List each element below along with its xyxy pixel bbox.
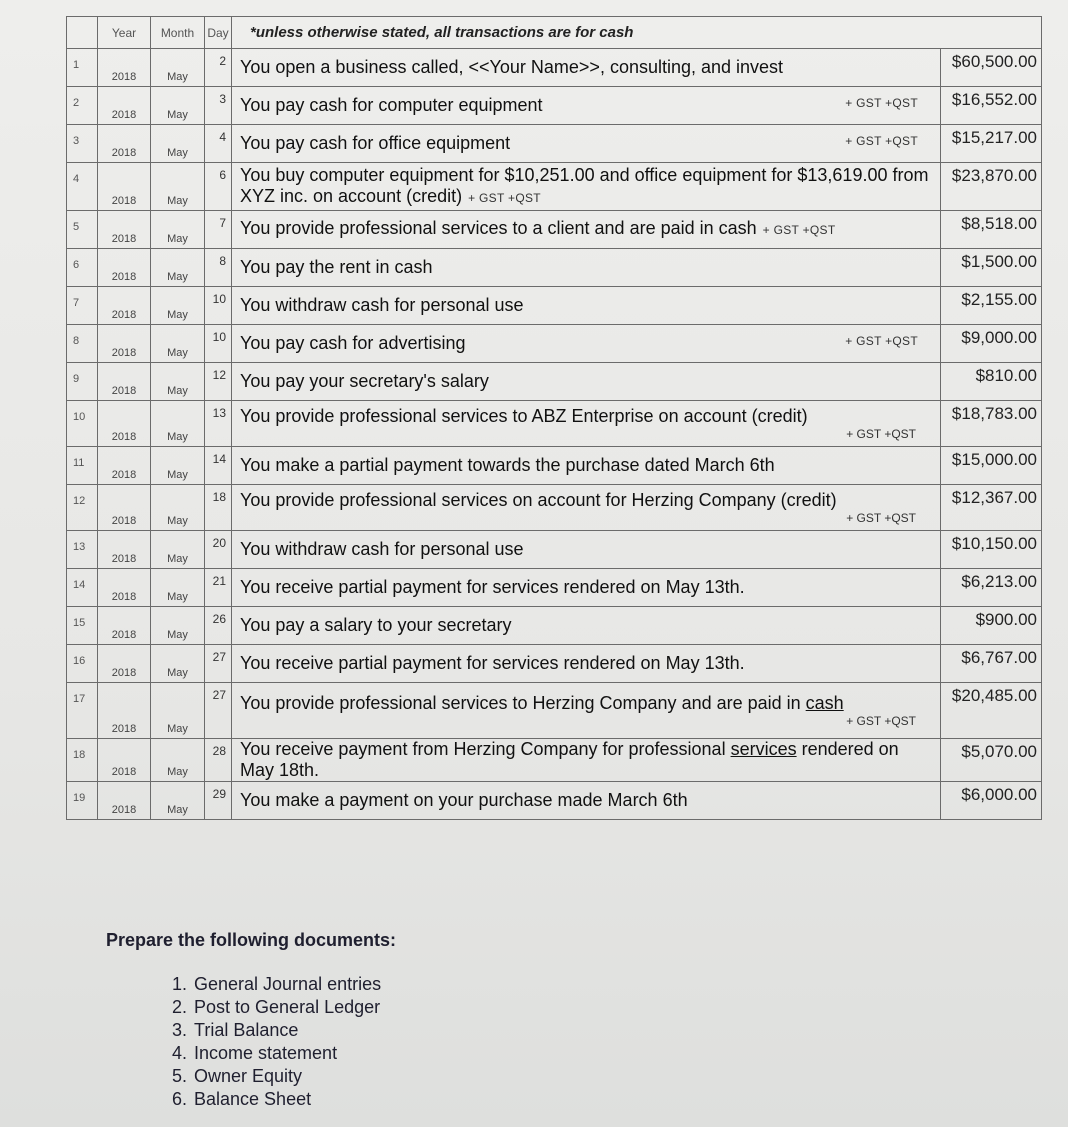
row-day: 18 bbox=[205, 485, 232, 531]
row-month: May bbox=[151, 607, 205, 645]
description-text: You receive payment from Herzing Company for professional bbox=[240, 739, 731, 759]
row-description bbox=[232, 485, 941, 531]
description-text: You provide professional services to ABZ Enterprise on account (credit) bbox=[240, 406, 808, 426]
row-month: May bbox=[151, 287, 205, 325]
table-row bbox=[67, 49, 1042, 87]
row-day: 21 bbox=[205, 569, 232, 607]
tax-note: + GST +QST bbox=[762, 223, 836, 237]
row-amount: $12,367.00 bbox=[941, 485, 1042, 531]
row-month: May bbox=[151, 87, 205, 125]
row-number: 3 bbox=[67, 125, 98, 163]
row-day: 27 bbox=[205, 645, 232, 683]
row-day: 28 bbox=[205, 739, 232, 782]
row-amount: $15,217.00 bbox=[941, 125, 1042, 163]
row-number: 13 bbox=[67, 531, 98, 569]
table-row bbox=[67, 531, 1042, 569]
row-description bbox=[232, 211, 941, 249]
description-text: You pay cash for office equipment bbox=[240, 133, 511, 153]
row-year: 2018 bbox=[98, 531, 151, 569]
description-text: You receive partial payment for services rendered on May 13th. bbox=[240, 577, 745, 597]
list-item: 5. Owner Equity bbox=[192, 1065, 381, 1088]
row-amount: $6,767.00 bbox=[941, 645, 1042, 683]
row-day: 20 bbox=[205, 531, 232, 569]
row-amount: $1,500.00 bbox=[941, 249, 1042, 287]
description-text: You buy computer equipment for $10,251.00 and office equipment for $13,619.00 from XYZ inc. on account (credit) bbox=[240, 164, 929, 206]
description-underlined: services bbox=[730, 739, 797, 759]
row-description bbox=[232, 249, 941, 287]
header-note: *unless otherwise stated, all transactions are for cash bbox=[232, 17, 1042, 49]
row-description bbox=[232, 125, 941, 163]
row-description bbox=[232, 401, 941, 447]
row-description bbox=[232, 569, 941, 607]
table-row bbox=[67, 125, 1042, 163]
table-row bbox=[67, 607, 1042, 645]
row-description bbox=[232, 782, 941, 820]
row-amount: $6,000.00 bbox=[941, 782, 1042, 820]
row-number: 6 bbox=[67, 249, 98, 287]
table-row bbox=[67, 211, 1042, 249]
row-number: 19 bbox=[67, 782, 98, 820]
row-day: 29 bbox=[205, 782, 232, 820]
row-month: May bbox=[151, 49, 205, 87]
documents-list bbox=[162, 973, 381, 1111]
table-row bbox=[67, 739, 1042, 782]
description-text: You pay the rent in cash bbox=[240, 257, 433, 277]
description-text: You pay a salary to your secretary bbox=[240, 615, 512, 635]
row-day: 10 bbox=[205, 325, 232, 363]
row-day: 13 bbox=[205, 401, 232, 447]
tax-note: + GST +QST bbox=[845, 96, 918, 110]
row-year: 2018 bbox=[98, 739, 151, 782]
row-number: 11 bbox=[67, 447, 98, 485]
list-item: 3. Trial Balance bbox=[192, 1019, 381, 1042]
table-row bbox=[67, 569, 1042, 607]
row-year: 2018 bbox=[98, 645, 151, 683]
row-description bbox=[232, 87, 941, 125]
row-year: 2018 bbox=[98, 485, 151, 531]
row-amount: $2,155.00 bbox=[941, 287, 1042, 325]
row-year: 2018 bbox=[98, 325, 151, 363]
row-year: 2018 bbox=[98, 569, 151, 607]
row-number: 18 bbox=[67, 739, 98, 782]
prepare-heading: Prepare the following documents: bbox=[106, 930, 397, 950]
row-year: 2018 bbox=[98, 249, 151, 287]
row-month: May bbox=[151, 531, 205, 569]
row-year: 2018 bbox=[98, 782, 151, 820]
row-amount: $8,518.00 bbox=[941, 211, 1042, 249]
row-year: 2018 bbox=[98, 683, 151, 739]
row-description bbox=[232, 607, 941, 645]
description-text: You pay cash for advertising bbox=[240, 333, 466, 353]
row-year: 2018 bbox=[98, 125, 151, 163]
row-month: May bbox=[151, 447, 205, 485]
row-year: 2018 bbox=[98, 607, 151, 645]
header-row bbox=[67, 17, 1042, 49]
row-description bbox=[232, 531, 941, 569]
row-number: 2 bbox=[67, 87, 98, 125]
row-amount: $810.00 bbox=[941, 363, 1042, 401]
row-month: May bbox=[151, 683, 205, 739]
row-month: May bbox=[151, 739, 205, 782]
transactions-table bbox=[66, 16, 1042, 820]
row-description bbox=[232, 287, 941, 325]
row-day: 6 bbox=[205, 163, 232, 211]
header-num bbox=[67, 17, 98, 49]
row-amount: $15,000.00 bbox=[941, 447, 1042, 485]
row-year: 2018 bbox=[98, 287, 151, 325]
description-text: You pay cash for computer equipment bbox=[240, 95, 543, 115]
row-day: 2 bbox=[205, 49, 232, 87]
tax-note: + GST +QST bbox=[845, 334, 918, 348]
row-number: 14 bbox=[67, 569, 98, 607]
tax-note: + GST +QST bbox=[846, 427, 916, 441]
row-month: May bbox=[151, 485, 205, 531]
row-day: 3 bbox=[205, 87, 232, 125]
row-number: 4 bbox=[67, 163, 98, 211]
row-number: 8 bbox=[67, 325, 98, 363]
row-description bbox=[232, 325, 941, 363]
tax-note: + GST +QST bbox=[468, 190, 541, 205]
row-month: May bbox=[151, 782, 205, 820]
row-description bbox=[232, 645, 941, 683]
row-amount: $18,783.00 bbox=[941, 401, 1042, 447]
description-underlined: cash bbox=[805, 693, 844, 713]
row-number: 16 bbox=[67, 645, 98, 683]
description-text: You withdraw cash for personal use bbox=[240, 539, 524, 559]
row-month: May bbox=[151, 125, 205, 163]
table-row bbox=[67, 401, 1042, 447]
row-day: 27 bbox=[205, 683, 232, 739]
row-day: 26 bbox=[205, 607, 232, 645]
row-year: 2018 bbox=[98, 401, 151, 447]
list-item: 2. Post to General Ledger bbox=[192, 996, 381, 1019]
tax-note: + GST +QST bbox=[846, 714, 916, 728]
row-day: 12 bbox=[205, 363, 232, 401]
row-year: 2018 bbox=[98, 211, 151, 249]
table-row bbox=[67, 249, 1042, 287]
table-row bbox=[67, 645, 1042, 683]
description-text: You open a business called, <<Your Name>>, consulting, and invest bbox=[240, 57, 784, 77]
table-row bbox=[67, 87, 1042, 125]
table-row bbox=[67, 447, 1042, 485]
row-day: 14 bbox=[205, 447, 232, 485]
row-month: May bbox=[151, 569, 205, 607]
tax-note: + GST +QST bbox=[846, 511, 916, 525]
description-text: You receive partial payment for services rendered on May 13th. bbox=[240, 653, 745, 673]
header-day: Day bbox=[205, 17, 232, 49]
description-text: You make a partial payment towards the purchase dated March 6th bbox=[240, 455, 775, 475]
row-month: May bbox=[151, 249, 205, 287]
row-description bbox=[232, 49, 941, 87]
tax-note: + GST +QST bbox=[845, 134, 918, 148]
table-row bbox=[67, 363, 1042, 401]
row-year: 2018 bbox=[98, 363, 151, 401]
row-number: 5 bbox=[67, 211, 98, 249]
row-amount: $5,070.00 bbox=[941, 739, 1042, 782]
description-text: You provide professional services to a client and are paid in cash bbox=[240, 218, 757, 238]
description-text: You provide professional services to Herzing Company and are paid in bbox=[240, 693, 806, 713]
table-row bbox=[67, 325, 1042, 363]
row-amount: $10,150.00 bbox=[941, 531, 1042, 569]
row-day: 10 bbox=[205, 287, 232, 325]
list-item: 6. Balance Sheet bbox=[192, 1088, 381, 1111]
row-number: 12 bbox=[67, 485, 98, 531]
row-month: May bbox=[151, 211, 205, 249]
row-amount: $23,870.00 bbox=[941, 163, 1042, 211]
description-text: You pay your secretary's salary bbox=[240, 371, 489, 391]
row-number: 15 bbox=[67, 607, 98, 645]
table-row bbox=[67, 683, 1042, 739]
description-text: You provide professional services on account for Herzing Company (credit) bbox=[240, 490, 837, 510]
row-description bbox=[232, 683, 941, 739]
row-year: 2018 bbox=[98, 163, 151, 211]
table-row bbox=[67, 485, 1042, 531]
row-month: May bbox=[151, 325, 205, 363]
description-text: rendered on May 18th. bbox=[240, 739, 899, 780]
row-number: 10 bbox=[67, 401, 98, 447]
row-number: 7 bbox=[67, 287, 98, 325]
header-month: Month bbox=[151, 17, 205, 49]
row-month: May bbox=[151, 163, 205, 211]
row-month: May bbox=[151, 363, 205, 401]
row-day: 8 bbox=[205, 249, 232, 287]
description-text: You make a payment on your purchase made March 6th bbox=[240, 790, 688, 810]
row-amount: $60,500.00 bbox=[941, 49, 1042, 87]
row-amount: $9,000.00 bbox=[941, 325, 1042, 363]
row-amount: $16,552.00 bbox=[941, 87, 1042, 125]
row-year: 2018 bbox=[98, 49, 151, 87]
row-description bbox=[232, 363, 941, 401]
row-description bbox=[232, 163, 941, 211]
row-day: 4 bbox=[205, 125, 232, 163]
row-amount: $900.00 bbox=[941, 607, 1042, 645]
table-row bbox=[67, 287, 1042, 325]
row-amount: $6,213.00 bbox=[941, 569, 1042, 607]
row-amount: $20,485.00 bbox=[941, 683, 1042, 739]
row-description bbox=[232, 447, 941, 485]
table-row bbox=[67, 782, 1042, 820]
row-description bbox=[232, 739, 941, 782]
description-text: You withdraw cash for personal use bbox=[240, 295, 524, 315]
row-month: May bbox=[151, 645, 205, 683]
row-number: 1 bbox=[67, 49, 98, 87]
table-row bbox=[67, 163, 1042, 211]
row-year: 2018 bbox=[98, 447, 151, 485]
list-item: 4. Income statement bbox=[192, 1042, 381, 1065]
row-number: 17 bbox=[67, 683, 98, 739]
header-year: Year bbox=[98, 17, 151, 49]
list-item: 1. General Journal entries bbox=[192, 973, 381, 996]
row-month: May bbox=[151, 401, 205, 447]
row-year: 2018 bbox=[98, 87, 151, 125]
row-day: 7 bbox=[205, 211, 232, 249]
row-number: 9 bbox=[67, 363, 98, 401]
